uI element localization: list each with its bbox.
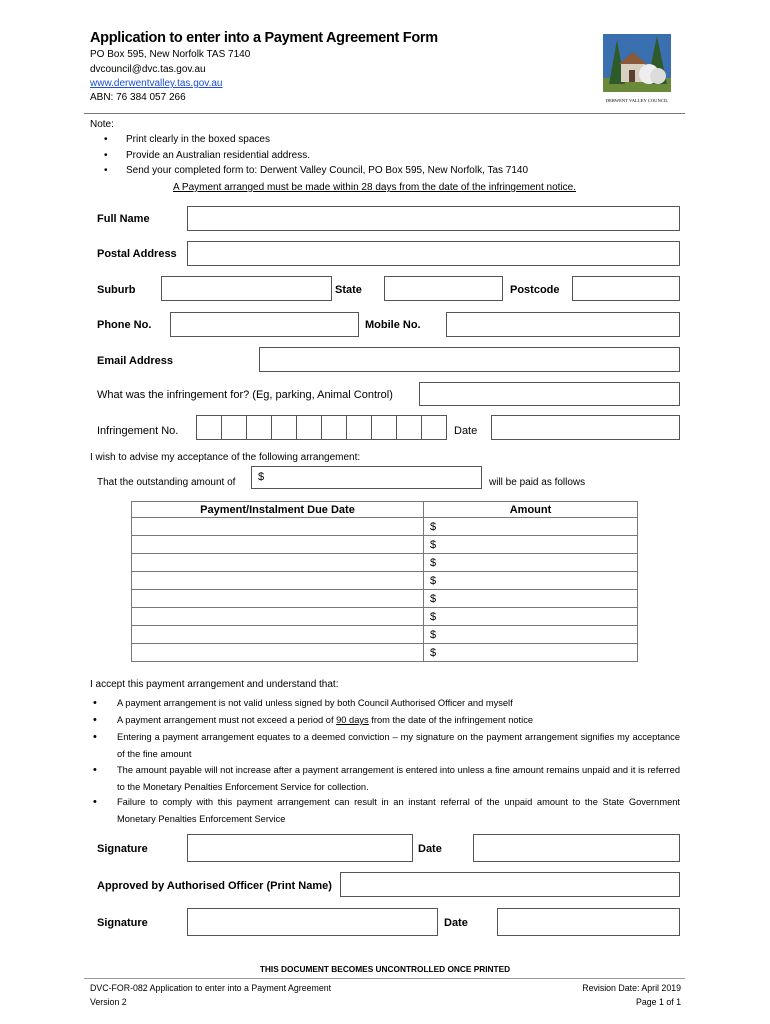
payment-deadline-note: A Payment arranged must be made within 28 days from the date of the infringement notice. bbox=[173, 182, 577, 193]
table-row bbox=[132, 572, 638, 590]
table-row bbox=[132, 608, 638, 626]
postal-address-field[interactable] bbox=[187, 241, 680, 266]
full-name-label: Full Name bbox=[97, 213, 150, 225]
officer-date-field[interactable] bbox=[497, 908, 680, 936]
infringement-for-field[interactable] bbox=[419, 382, 680, 406]
mobile-label: Mobile No. bbox=[365, 319, 421, 331]
document-id: DVC-FOR-082 Application to enter into a Payment Agreement bbox=[90, 983, 332, 993]
approved-officer-label: Approved by Authorised Officer (Print Name) bbox=[97, 880, 332, 892]
council-logo-icon bbox=[603, 34, 671, 92]
email-label: Email Address bbox=[97, 355, 174, 367]
applicant-date-field[interactable] bbox=[473, 834, 680, 862]
due-date-header: Payment/Instalment Due Date bbox=[132, 502, 424, 518]
outstanding-amount-field[interactable] bbox=[251, 466, 482, 489]
postcode-label: Postcode bbox=[510, 284, 560, 296]
amount-cell[interactable]: $ bbox=[424, 626, 638, 644]
postcode-field[interactable] bbox=[572, 276, 680, 301]
amount-cell[interactable]: $ bbox=[424, 518, 638, 536]
due-date-cell[interactable] bbox=[132, 572, 424, 590]
page-number: Page 1 of 1 bbox=[636, 997, 681, 1007]
page-title: Application to enter into a Payment Agreement Form bbox=[90, 30, 438, 46]
term-item: • A payment arrangement must not exceed a period of 90 days from the date of the infringement notice bbox=[117, 712, 680, 729]
currency-symbol: $ bbox=[258, 471, 265, 483]
header-divider bbox=[84, 113, 685, 114]
table-row bbox=[132, 536, 638, 554]
paid-as-follows-label: will be paid as follows bbox=[489, 477, 586, 488]
mobile-field[interactable] bbox=[446, 312, 680, 337]
amount-cell[interactable]: $ bbox=[424, 572, 638, 590]
amount-cell[interactable]: $ bbox=[424, 644, 638, 662]
council-logo bbox=[603, 34, 671, 103]
table-row bbox=[132, 590, 638, 608]
table-row bbox=[132, 518, 638, 536]
document-version: Version 2 bbox=[90, 997, 127, 1007]
payment-schedule-table bbox=[131, 501, 638, 662]
email-field[interactable] bbox=[259, 347, 680, 372]
full-name-field[interactable] bbox=[187, 206, 680, 231]
table-row bbox=[132, 644, 638, 662]
arrangement-intro: I wish to advise my acceptance of the following arrangement: bbox=[90, 452, 361, 463]
applicant-signature-field[interactable] bbox=[187, 834, 413, 862]
note-item: • Send your completed form to: Derwent Valley Council, PO Box 595, New Norfolk, Tas 7140 bbox=[126, 165, 528, 181]
signature-date-label: Date bbox=[418, 843, 442, 855]
state-label: State bbox=[335, 284, 362, 296]
due-date-cell[interactable] bbox=[132, 554, 424, 572]
due-date-cell[interactable] bbox=[132, 536, 424, 554]
suburb-label: Suburb bbox=[97, 284, 136, 296]
officer-signature-label: Signature bbox=[97, 917, 148, 929]
note-item: • Print clearly in the boxed spaces bbox=[126, 134, 528, 150]
phone-label: Phone No. bbox=[97, 319, 152, 331]
amount-cell[interactable]: $ bbox=[424, 590, 638, 608]
terms-intro: I accept this payment arrangement and understand that: bbox=[90, 679, 339, 690]
table-row bbox=[132, 554, 638, 572]
due-date-cell[interactable] bbox=[132, 608, 424, 626]
amount-cell[interactable]: $ bbox=[424, 608, 638, 626]
postal-address-label: Postal Address bbox=[97, 248, 177, 260]
due-date-cell[interactable] bbox=[132, 644, 424, 662]
infringement-date-label: Date bbox=[454, 425, 478, 437]
state-field[interactable] bbox=[384, 276, 503, 301]
council-website-link[interactable]: www.derwentvalley.tas.gov.au bbox=[90, 78, 223, 89]
approved-officer-field[interactable] bbox=[340, 872, 680, 897]
footer-divider bbox=[84, 978, 685, 979]
signature-label: Signature bbox=[97, 843, 148, 855]
table-row bbox=[132, 626, 638, 644]
amount-cell[interactable]: $ bbox=[424, 536, 638, 554]
term-item: • A payment arrangement is not valid unless signed by both Council Authorised Officer and myself bbox=[117, 695, 680, 712]
infringement-date-field[interactable] bbox=[491, 415, 680, 440]
infringement-no-label: Infringement No. bbox=[97, 425, 179, 437]
suburb-field[interactable] bbox=[161, 276, 332, 301]
due-date-cell[interactable] bbox=[132, 590, 424, 608]
council-email[interactable]: dvcouncil@dvc.tas.gov.au bbox=[90, 64, 206, 75]
amount-header: Amount bbox=[424, 502, 638, 518]
officer-signature-field[interactable] bbox=[187, 908, 438, 936]
note-item: • Provide an Australian residential address. bbox=[126, 150, 528, 166]
infringement-no-field[interactable] bbox=[196, 415, 447, 440]
term-item: • Failure to comply with this payment arrangement can result in an instant referral of the unpaid amount to the State Government Monetary Penalties Enforcement Service bbox=[117, 794, 680, 827]
phone-field[interactable] bbox=[170, 312, 359, 337]
outstanding-amount-label: That the outstanding amount of bbox=[97, 477, 236, 488]
term-item: • Entering a payment arrangement equates to a deemed conviction – my signature on the payment arrangement signifies my acceptance of the fine amount bbox=[117, 729, 680, 762]
council-abn: ABN: 76 384 057 266 bbox=[90, 92, 186, 103]
infringement-for-label: What was the infringement for? (Eg, parking, Animal Control) bbox=[97, 389, 393, 401]
revision-date: Revision Date: April 2019 bbox=[582, 983, 681, 993]
term-item: • The amount payable will not increase after a payment arrangement is entered into unless a fine amount remains unpaid and it is referred to the Monetary Penalties Enforcement Service for collection. bbox=[117, 762, 680, 795]
note-label: Note: bbox=[90, 119, 114, 130]
note-list bbox=[126, 134, 528, 181]
officer-date-label: Date bbox=[444, 917, 468, 929]
logo-caption: DERWENT VALLEY COUNCIL bbox=[605, 98, 669, 103]
uncontrolled-notice: THIS DOCUMENT BECOMES UNCONTROLLED ONCE PRINTED bbox=[259, 964, 511, 974]
amount-cell[interactable]: $ bbox=[424, 554, 638, 572]
council-address: PO Box 595, New Norfolk TAS 7140 bbox=[90, 49, 251, 60]
due-date-cell[interactable] bbox=[132, 626, 424, 644]
due-date-cell[interactable] bbox=[132, 518, 424, 536]
